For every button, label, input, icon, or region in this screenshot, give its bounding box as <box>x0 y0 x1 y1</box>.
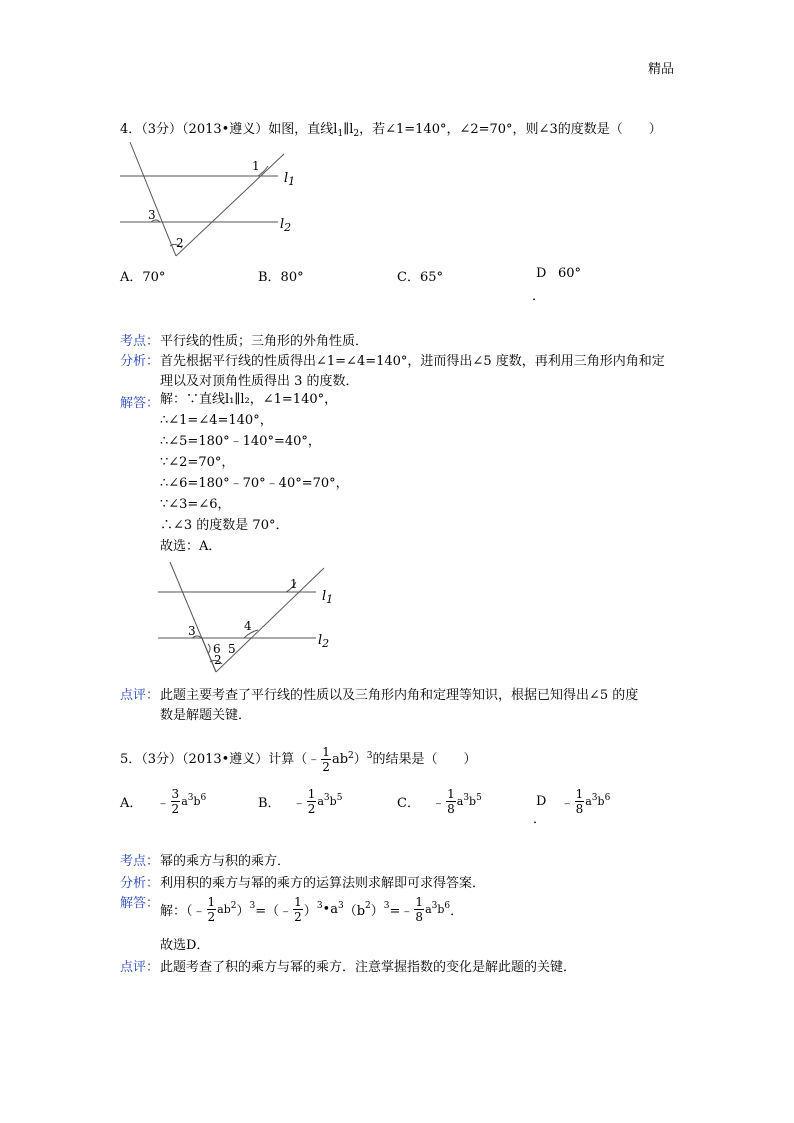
q4-step-4: ∵∠2=70°， <box>160 455 235 470</box>
fig2-angle-5: 5 <box>228 642 236 656</box>
q4-option-a: A．70° <box>120 270 166 285</box>
q4-figure <box>118 138 308 260</box>
q5-option-c: C． ﹣ $\frac{1}{8}$ $a^3b^5$ <box>397 787 482 816</box>
q4-step-5: ∴∠6=180°﹣70°﹣40°=70°， <box>160 476 349 491</box>
fig1-angle-1: 1 <box>252 159 260 173</box>
q5-option-d-dot: ． <box>533 812 547 827</box>
fig1-angle-2: 2 <box>176 236 184 250</box>
q5-dianping-label: 点评： <box>120 960 160 975</box>
q4-step-3: ∴∠5=180°﹣140°=40°， <box>160 434 321 449</box>
q4-stem: 4．（3分）（2013•遵义）如图，直线$l_1\parallel l_2$，若∠1=140°，∠2=70°，则∠3的度数是（ ） <box>120 122 662 139</box>
transversal-left <box>130 142 176 256</box>
q5-option-b: B． ﹣ $\frac{1}{2}$ $a^3b^5$ <box>258 787 343 816</box>
q4-option-d-dot: ． <box>532 289 546 304</box>
q5-kaodian: 幂的乘方与积的乘方． <box>160 854 291 869</box>
q4-step-8: 故选：A． <box>160 539 222 554</box>
q4-step-1: 解：∵直线l₁∥l₂，∠1=140°， <box>160 392 338 407</box>
q4-step-2: ∴∠1=∠4=140°， <box>160 413 273 428</box>
fig2-angle-1: 1 <box>290 577 298 591</box>
q5-dianping: 此题考查了积的乘方与幂的乘方．注意掌握指数的变化是解此题的关键． <box>160 960 577 975</box>
q4-kaodian: 平行线的性质；三角形的外角性质． <box>160 334 369 349</box>
q4-option-d: D <box>536 266 547 281</box>
q5-fenxi: 利用积的乘方与幂的乘方的运算法则求解即可求得答案． <box>160 876 486 891</box>
fig1-label-l2: $l_2$ <box>280 217 292 234</box>
q5-jieda-label: 解答： <box>120 896 160 911</box>
q5-choice: 故选D． <box>160 938 210 953</box>
q4-step-6: ∵∠3=∠6， <box>160 497 231 512</box>
q5-solution: 解：（﹣ $\frac{1}{2}$ $ab^2)^3=(﹣$ $\frac{1}{2}$ ）$^3•a^3(b^2)^3=﹣$ $\frac{1}{8}$ $a^3b^6$． <box>160 895 464 924</box>
fig2-transversal-right <box>216 568 324 672</box>
q4-fenxi-line1: 首先根据平行线的性质得出∠1=∠4=140°，进而得出∠5 度数，再利用三角形内角和定 <box>160 354 665 369</box>
fig2-label-l1: $l_1$ <box>322 589 334 606</box>
fig1-angle-3: 3 <box>148 208 156 222</box>
q5-stem: 5．（3分）（2013•遵义）计算（﹣ $\frac{1}{2}$ $ab^2)^3$的结果是（ ） <box>120 745 477 774</box>
q4-dianping-label: 点评： <box>120 688 160 703</box>
q4-solution-figure <box>156 558 352 676</box>
q4-kaodian-label: 考点： <box>120 334 160 349</box>
q4-fenxi-label: 分析： <box>120 354 160 369</box>
fig1-label-l1: $l_1$ <box>284 171 296 188</box>
fig2-angle-2: 2 <box>214 653 222 667</box>
q4-fenxi-line2: 理以及对顶角性质得出 3 的度数． <box>160 374 359 389</box>
q4-option-d-value: 60° <box>558 266 582 281</box>
q4-option-b: B．80° <box>258 270 304 285</box>
q5-option-a: A． ﹣ $\frac{3}{2}$ $a^3b^6$ <box>120 787 207 816</box>
q4-dianping-line1: 此题主要考查了平行线的性质以及三角形内角和定理等知识，根据已知得出∠5 的度 <box>160 688 639 703</box>
q4-jieda-label: 解答： <box>120 396 160 411</box>
q5-option-d: D ﹣ $\frac{1}{8}$ $a^3b^6$ <box>536 787 611 816</box>
fig2-angle-6: 6 <box>213 642 221 656</box>
q4-dianping-line2: 数是解题关键． <box>160 708 252 723</box>
q5-kaodian-label: 考点： <box>120 854 160 869</box>
q4-step-7: ∴∠3 的度数是 70°． <box>160 518 289 533</box>
header-label: 精品 <box>648 62 675 77</box>
transversal-right <box>176 154 284 256</box>
fig2-angle-4: 4 <box>244 619 252 633</box>
fig2-label-l2: $l_2$ <box>318 633 330 650</box>
q4-option-c: C．65° <box>397 270 443 285</box>
fig2-angle-3: 3 <box>188 624 196 638</box>
q5-fenxi-label: 分析： <box>120 876 160 891</box>
